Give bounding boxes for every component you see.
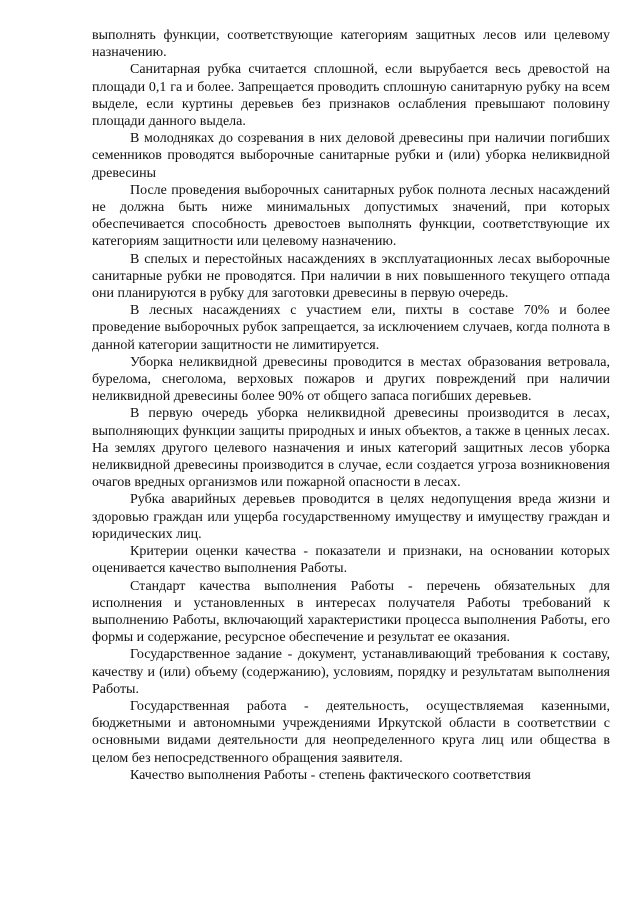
paragraph-work-quality: Качество выполнения Работы - степень фактического соответствия	[130, 767, 531, 783]
paragraph-quality-criteria: Критерии оценки качества - показатели и признаки, на основании которых оценивается качество выполнения Работы.	[92, 544, 610, 577]
paragraph-priority-removal: В первую очередь уборка неликвидной древесины производится в лесах, выполняющих функции защиты природных и иных объектов, а также в ценных лесах. На землях другого целевого назначения и иных категорий защитных лесов уборка неликвидной древесины производится в случае, если создается угроза возникновения очагов вредных организмов или пожарной опасности в лесах.	[92, 406, 610, 491]
paragraph-mature-stands: В спелых и перестойных насаждениях в эксплуатационных лесах выборочные санитарные рубки не проводятся. При наличии в них повышенного текущего отпада они планируются в рубку для заготовки древесины в первую очередь.	[92, 251, 610, 302]
paragraph-state-work: Государственная работа - деятельность, осуществляемая казенными, бюджетными и автономными учреждениями Иркутской области в соответствии с основными видами деятельности для неопределенного круга лиц или общества в целом без непосредственного обращения заявителя.	[92, 698, 610, 766]
paragraph-spruce-fir: В лесных насаждениях с участием ели, пихты в составе 70% и более проведение выборочных рубок запрещается, за исключением случаев, когда полнота в данной категории защитности не лимитируется.	[92, 303, 610, 353]
paragraph-quality-standard: Стандарт качества выполнения Работы - перечень обязательных для исполнения и установленных в интересах получателя Работы требований к выполнению Работы, включающий характеристики процесса выполнения Работы, его формы и содержание, ресурсное обеспечение и результат ее оказания.	[92, 578, 610, 646]
paragraph-continuation: выполнять функции, соответствующие категориям защитных лесов или целевому назначению.	[92, 28, 610, 61]
paragraph-hazard-trees: Рубка аварийных деревьев проводится в целях недопущения вреда жизни и здоровью граждан или ущерба государственному имуществу и имуществу граждан и юридических лиц.	[92, 492, 610, 542]
paragraph-stand-density: После проведения выборочных санитарных рубок полнота лесных насаждений не должна быть ниже минимальных допустимых значений, при которых обеспечивается способность древостоев выполнять функции, соответствующие их категориям защитности или целевому назначению.	[92, 182, 610, 250]
paragraph-illiquid-wood-removal: Уборка неликвидной древесины проводится в местах образования ветровала, бурелома, снеголома, верховых пожаров и других повреждений при наличии неликвидной древесины более 90% от общего запаса погибших деревьев.	[92, 354, 610, 405]
paragraph-young-stands: В молодняках до созревания в них деловой древесины при наличии погибших семенников проводятся выборочные санитарные рубки и (или) уборка неликвидной древесины	[92, 131, 610, 181]
document-body	[92, 27, 610, 784]
paragraph-state-assignment: Государственное задание - документ, устанавливающий требования к составу, качеству и (или) объему (содержанию), условиям, порядку и результатам выполнения Работы.	[92, 647, 610, 697]
paragraph-sanitary-clear-cut: Санитарная рубка считается сплошной, если вырубается весь древостой на площади 0,1 га и более. Запрещается проводить сплошную санитарную рубку на всем выделе, если куртины деревьев без признаков ослабления превышают половину площади данного выдела.	[92, 62, 610, 130]
